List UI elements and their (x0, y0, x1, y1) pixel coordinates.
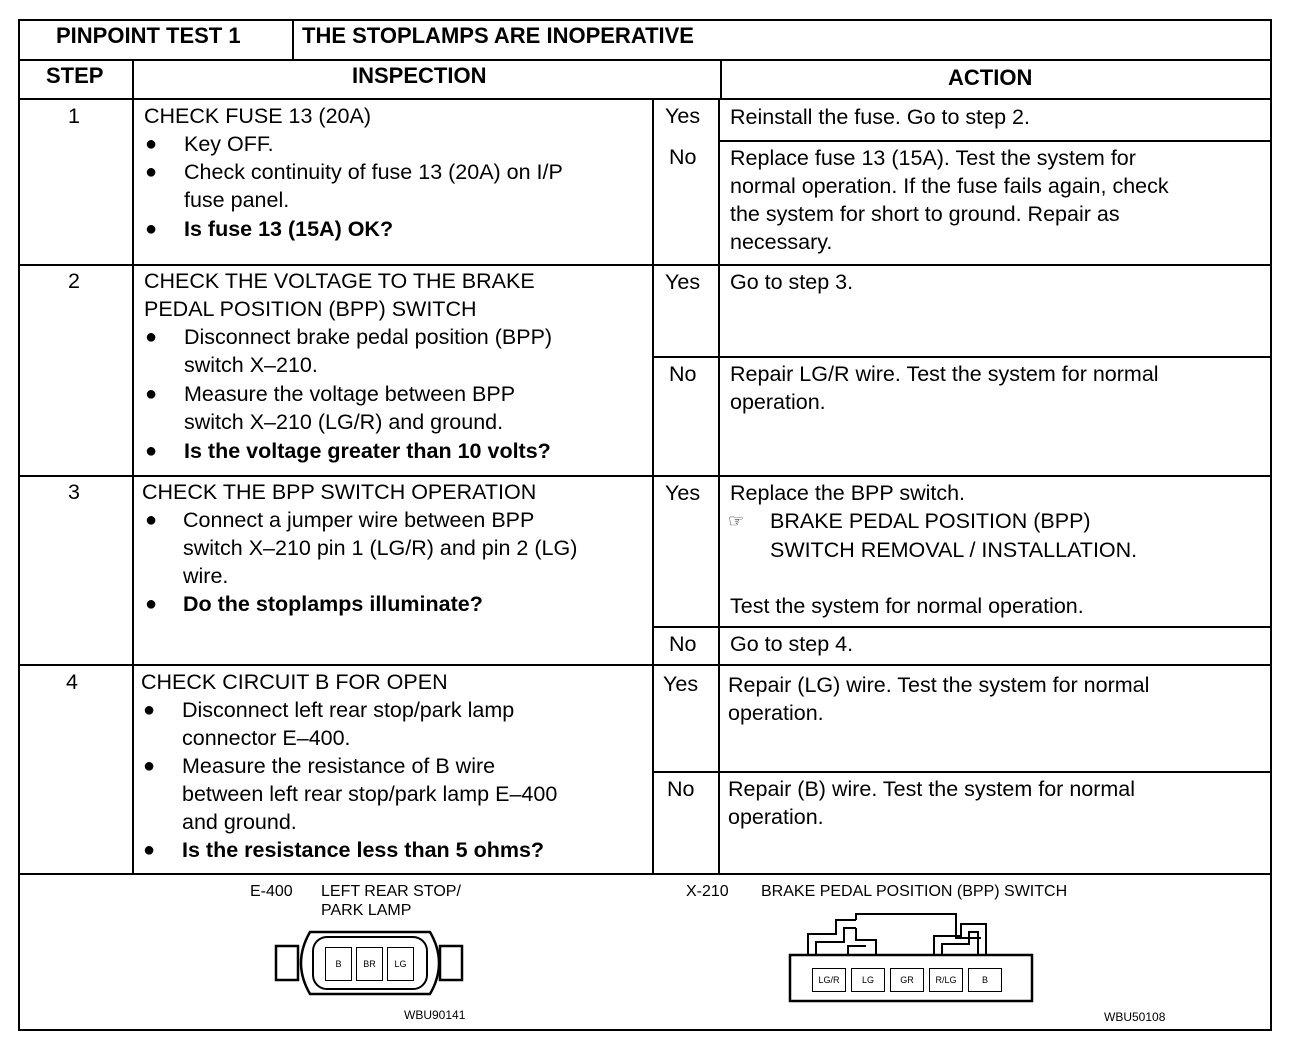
step-instruction: Connect a jumper wire between BPP (183, 508, 535, 532)
step-instruction: Measure the voltage between BPP (184, 382, 516, 406)
reference-title: BRAKE PEDAL POSITION (BPP) (770, 509, 1091, 533)
step-instruction: switch X–210 (LG/R) and ground. (184, 410, 504, 434)
yes-label: Yes (665, 104, 701, 128)
grid-line (292, 20, 294, 60)
no-action: the system for short to ground. Repair as (730, 202, 1120, 226)
column-header-inspection: INSPECTION (352, 63, 487, 88)
figure-reference: WBU90141 (404, 1008, 466, 1022)
step-instruction: wire. (183, 564, 229, 588)
yes-label: Yes (665, 270, 701, 294)
connector-name: BRAKE PEDAL POSITION (BPP) SWITCH (761, 883, 1068, 900)
no-action: Go to step 4. (730, 632, 854, 656)
yes-action: Repair (LG) wire. Test the system for normal (728, 673, 1150, 697)
grid-line (20, 664, 1272, 666)
no-action: normal operation. If the fuse fails again, check (730, 174, 1169, 198)
connector-pin: B (325, 947, 352, 981)
step-number: 3 (68, 480, 80, 504)
grid-line (652, 99, 654, 874)
step-instruction: Key OFF. (184, 132, 274, 156)
connector-pin: R/LG (929, 968, 963, 992)
connector-name: PARK LAMP (321, 902, 412, 919)
bullet-icon: ● (145, 593, 158, 615)
no-action: Replace fuse 13 (15A). Test the system for (730, 146, 1136, 170)
step-question: Do the stoplamps illuminate? (183, 592, 483, 616)
step-instruction: connector E–400. (182, 726, 351, 750)
grid-line (652, 356, 1270, 358)
yes-action: Test the system for normal operation. (730, 594, 1084, 618)
column-header-step: STEP (46, 63, 104, 88)
step-question: Is fuse 13 (15A) OK? (184, 217, 394, 241)
connector-pin: B (968, 968, 1002, 992)
grid-line (720, 60, 722, 100)
no-label: No (669, 362, 697, 386)
yes-action: Go to step 3. (730, 270, 854, 294)
bullet-icon: ● (143, 839, 156, 861)
reference-title: SWITCH REMOVAL / INSTALLATION. (770, 538, 1138, 562)
step-title: PEDAL POSITION (BPP) SWITCH (144, 297, 477, 321)
bullet-icon: ● (143, 699, 156, 721)
step-title: CHECK FUSE 13 (20A) (144, 104, 372, 128)
step-instruction: Disconnect brake pedal position (BPP) (184, 325, 553, 349)
connector-pin: LG (387, 947, 414, 981)
grid-line (20, 873, 1272, 875)
step-title: CHECK THE VOLTAGE TO THE BRAKE (144, 269, 535, 293)
step-instruction: switch X–210. (184, 353, 318, 377)
grid-line (652, 771, 1270, 773)
pointing-hand-icon: ☞ (728, 511, 745, 531)
step-instruction: Check continuity of fuse 13 (20A) on I/P (184, 160, 563, 184)
grid-line (20, 475, 1272, 477)
yes-label: Yes (663, 672, 699, 696)
no-action: operation. (728, 805, 824, 829)
no-label: No (667, 777, 695, 801)
grid-line (652, 626, 1270, 628)
connector-pin: BR (356, 947, 383, 981)
step-number: 4 (66, 670, 78, 694)
test-id: PINPOINT TEST 1 (56, 23, 241, 48)
bullet-icon: ● (145, 383, 158, 405)
step-instruction: switch X–210 pin 1 (LG/R) and pin 2 (LG) (183, 536, 578, 560)
bullet-icon: ● (145, 509, 158, 531)
step-number: 2 (68, 269, 80, 293)
bullet-icon: ● (145, 218, 158, 240)
grid-line (20, 264, 1272, 266)
step-instruction: and ground. (182, 810, 297, 834)
yes-label: Yes (665, 481, 701, 505)
connector-id: E-400 (250, 883, 293, 900)
yes-action: operation. (728, 701, 824, 725)
grid-line (718, 99, 720, 874)
connector-pin: LG/R (812, 968, 846, 992)
bullet-icon: ● (145, 440, 158, 462)
step-question: Is the resistance less than 5 ohms? (182, 838, 545, 862)
step-question: Is the voltage greater than 10 volts? (184, 439, 551, 463)
grid-line (20, 98, 1272, 100)
no-action: Repair LG/R wire. Test the system for normal (730, 362, 1159, 386)
bullet-icon: ● (145, 326, 158, 348)
no-label: No (669, 145, 697, 169)
grid-line (20, 59, 1272, 61)
step-instruction: Disconnect left rear stop/park lamp (182, 698, 515, 722)
step-title: CHECK THE BPP SWITCH OPERATION (142, 480, 537, 504)
connector-name: LEFT REAR STOP/ (321, 883, 461, 900)
column-header-action: ACTION (948, 65, 1033, 90)
figure-reference: WBU50108 (1104, 1010, 1166, 1024)
step-instruction: fuse panel. (184, 188, 290, 212)
no-action: Repair (B) wire. Test the system for normal (728, 777, 1136, 801)
bullet-icon: ● (145, 161, 158, 183)
bullet-icon: ● (145, 133, 158, 155)
step-instruction: between left rear stop/park lamp E–400 (182, 782, 558, 806)
no-action: operation. (730, 390, 826, 414)
grid-line (718, 140, 1270, 142)
step-instruction: Measure the resistance of B wire (182, 754, 496, 778)
connector-pin: LG (851, 968, 885, 992)
test-title: THE STOPLAMPS ARE INOPERATIVE (302, 23, 694, 48)
connector-id: X-210 (686, 883, 729, 900)
bullet-icon: ● (143, 755, 156, 777)
connector-pin: GR (890, 968, 924, 992)
yes-action: Replace the BPP switch. (730, 481, 966, 505)
no-action: necessary. (730, 230, 833, 254)
step-number: 1 (68, 104, 80, 128)
step-title: CHECK CIRCUIT B FOR OPEN (141, 670, 448, 694)
no-label: No (669, 632, 697, 656)
grid-line (132, 60, 134, 874)
yes-action: Reinstall the fuse. Go to step 2. (730, 105, 1030, 129)
